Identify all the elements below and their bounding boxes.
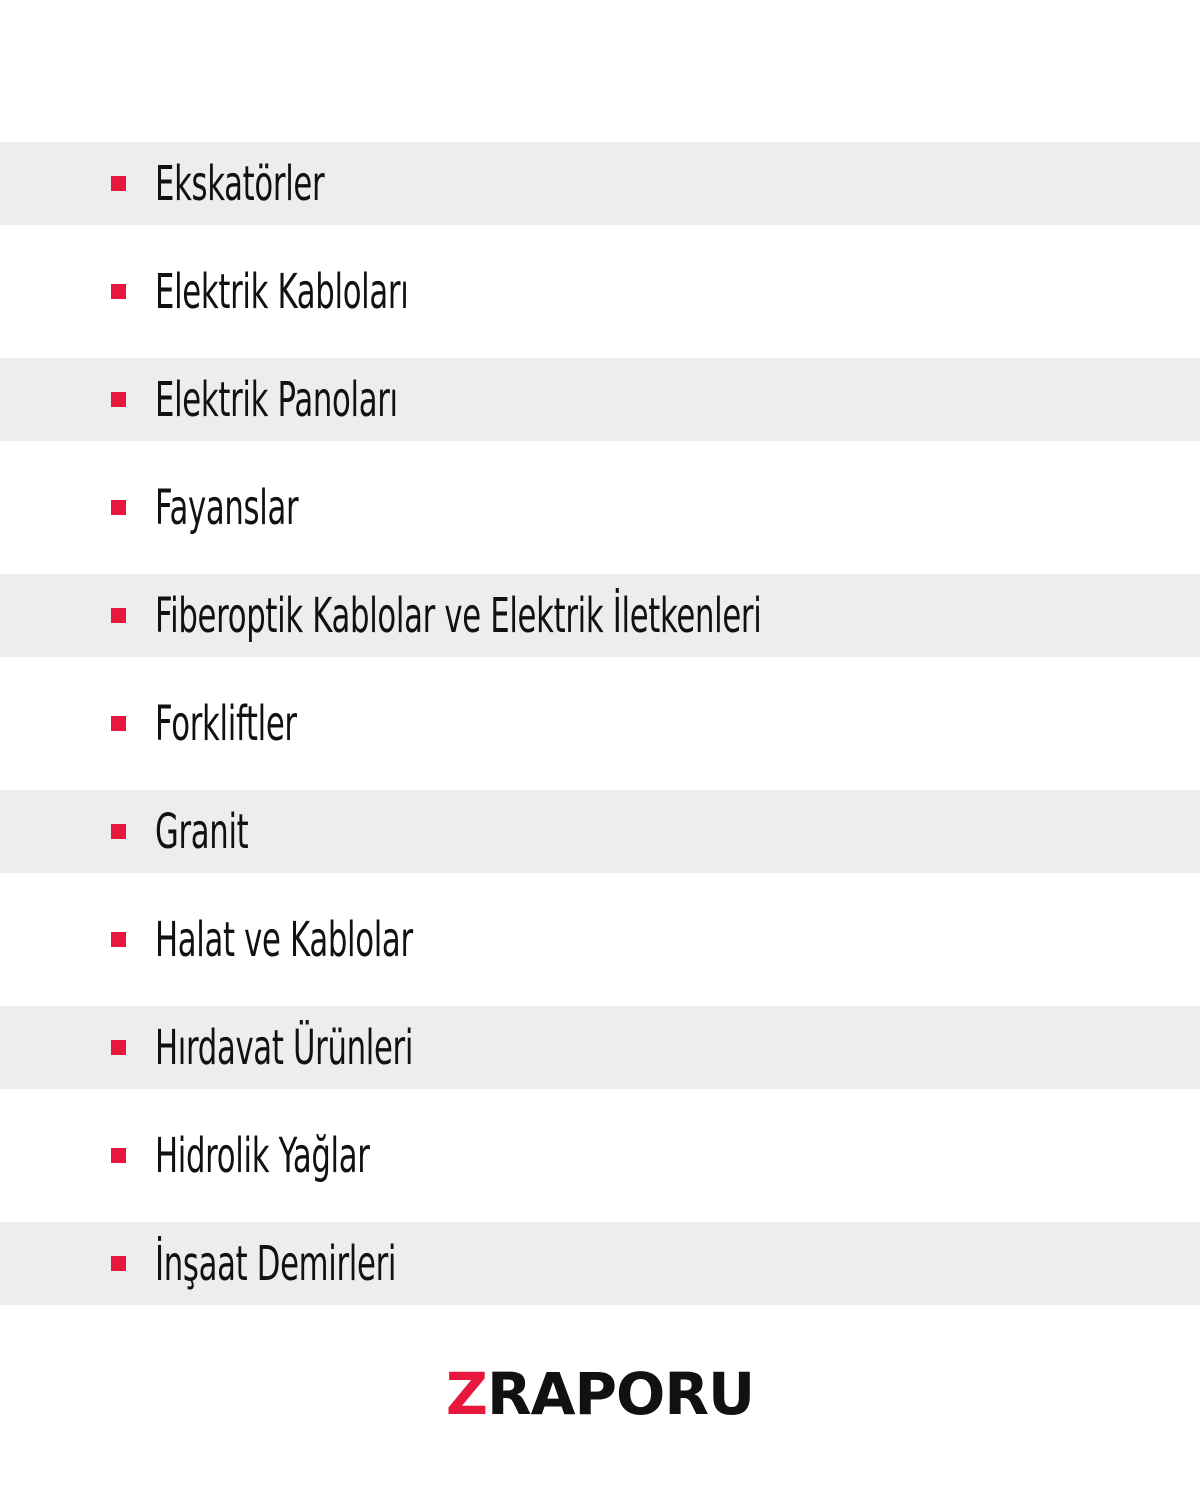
list-item-label: Forkliftler bbox=[155, 696, 297, 752]
bullet-icon bbox=[111, 824, 126, 839]
bullet-icon bbox=[111, 1148, 126, 1163]
list-item bbox=[0, 1222, 1200, 1305]
bullet-icon bbox=[111, 932, 126, 947]
list-item-label: Granit bbox=[155, 804, 249, 860]
bullet-icon bbox=[111, 1256, 126, 1271]
bullet-icon bbox=[111, 1040, 126, 1055]
product-list bbox=[0, 142, 1200, 1305]
list-item bbox=[0, 225, 1200, 358]
list-item bbox=[0, 790, 1200, 873]
list-item bbox=[0, 142, 1200, 225]
list-item-label: İnşaat Demirleri bbox=[155, 1236, 397, 1292]
list-item-label: Elektrik Kabloları bbox=[155, 264, 409, 320]
bullet-icon bbox=[111, 500, 126, 515]
list-item-label: Halat ve Kablolar bbox=[155, 912, 413, 968]
list-item-label: Ekskatörler bbox=[155, 156, 325, 212]
list-item bbox=[0, 1006, 1200, 1089]
bullet-icon bbox=[111, 716, 126, 731]
list-item bbox=[0, 358, 1200, 441]
bullet-icon bbox=[111, 608, 126, 623]
logo-wordmark: RAPORU bbox=[486, 1360, 755, 1428]
bullet-icon bbox=[111, 392, 126, 407]
bullet-icon bbox=[111, 284, 126, 299]
list-item-label: Hidrolik Yağlar bbox=[155, 1128, 370, 1184]
list-item bbox=[0, 1089, 1200, 1222]
list-item-label: Fiberoptik Kablolar ve Elektrik İletkenleri bbox=[155, 588, 762, 644]
list-item bbox=[0, 574, 1200, 657]
list-item-label: Fayanslar bbox=[155, 480, 299, 536]
logo-first-letter: Z bbox=[445, 1360, 487, 1428]
list-item bbox=[0, 873, 1200, 1006]
list-item-label: Elektrik Panoları bbox=[155, 372, 398, 428]
list-item bbox=[0, 657, 1200, 790]
list-item bbox=[0, 441, 1200, 574]
list-item-label: Hırdavat Ürünleri bbox=[155, 1020, 414, 1076]
brand-logo bbox=[0, 1362, 1200, 1426]
bullet-icon bbox=[111, 176, 126, 191]
